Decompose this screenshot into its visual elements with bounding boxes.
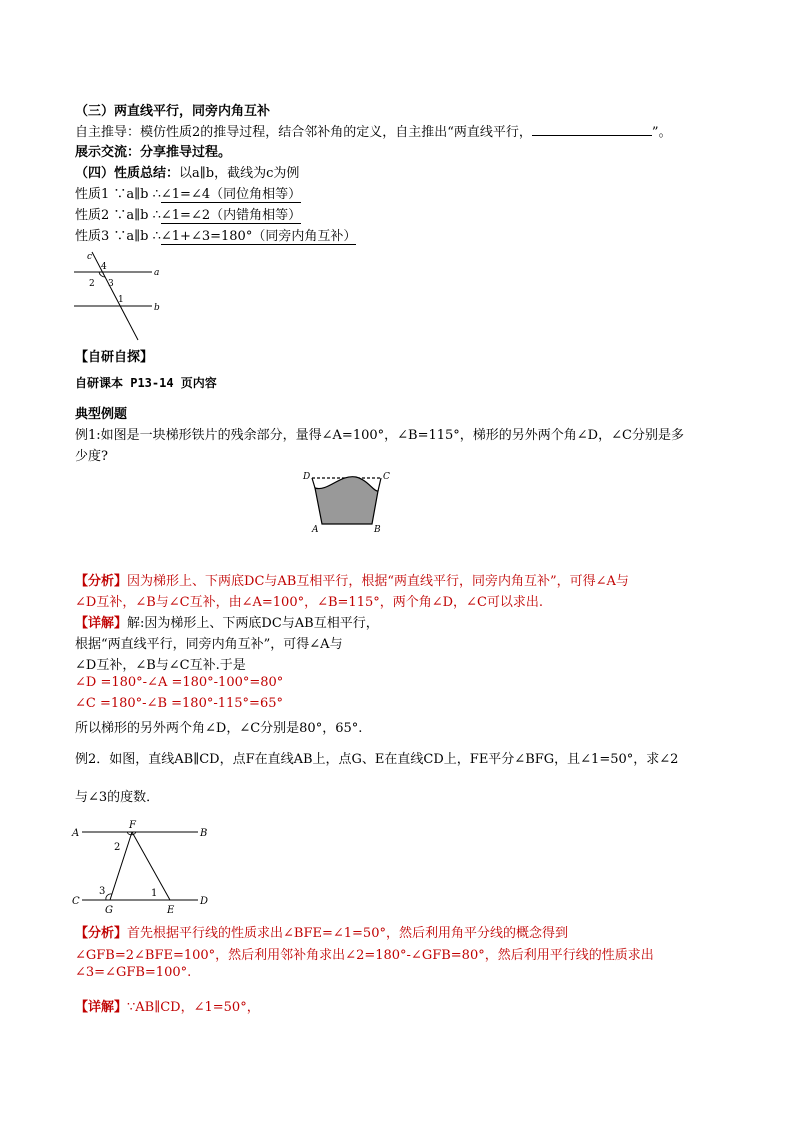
side-bc xyxy=(378,478,381,491)
property-1 xyxy=(75,183,301,202)
trapezoid-figure xyxy=(300,466,395,538)
section4-heading: （四）性质总结： xyxy=(75,166,180,181)
side-ad xyxy=(312,478,315,488)
detail-text: 解:因为梯形上、下两底DC与AB互相平行， xyxy=(127,616,379,631)
section3-line1 xyxy=(75,121,672,140)
example1-detail-line5: ∠C =180°-∠B =180°-115°=65° xyxy=(75,696,283,711)
label-b: b xyxy=(154,303,160,313)
label-a: A xyxy=(312,525,319,535)
section4-heading-line xyxy=(75,162,299,181)
label-d: D xyxy=(200,896,209,907)
example2-figure xyxy=(70,820,220,918)
example1-analysis-line2: ∠D互补，∠B与∠C互补，由∠A=100°，∠B=115°，两个角∠D，∠C可以求出. xyxy=(75,595,544,610)
parallel-lines-figure xyxy=(72,250,162,342)
detail-tag: 【详解】 xyxy=(75,1000,128,1015)
section3-heading: （三）两直线平行，同旁内角互补 xyxy=(75,104,271,119)
example1-detail-line4: ∠D =180°-∠A =180°-100°=80° xyxy=(75,675,284,690)
label-1: 1 xyxy=(118,295,124,305)
label-3: 3 xyxy=(108,279,114,289)
example2-question-line2: 与∠3的度数． xyxy=(75,790,160,805)
analysis-tag: 【分析】 xyxy=(75,926,128,941)
example1-detail-line2: 根据“两直线平行，同旁内角互补”，可得∠A与 xyxy=(75,637,343,652)
example1-detail-line3: ∠D互补，∠B与∠C互补.于是 xyxy=(75,658,246,673)
label-g: G xyxy=(105,905,113,916)
detail-tag: 【详解】 xyxy=(75,616,128,631)
property-content: ∠1=∠4（同位角相等） xyxy=(160,187,302,202)
self-study-heading: 【自研自探】 xyxy=(75,350,154,365)
section3-line2: 展示交流：分享推导过程。 xyxy=(75,145,232,160)
property-label: 性质2 ∵a∥b ∴ xyxy=(75,208,161,223)
property-content: ∠1=∠2（内错角相等） xyxy=(160,208,302,223)
example1-question-line1: 例1:如图是一块梯形铁片的残余部分，量得∠A=100°，∠B=115°，梯形的另外两个角∠D，∠C分别是多 xyxy=(75,428,684,443)
label-1: 1 xyxy=(151,888,158,899)
property-content: ∠1+∠3=180°（同旁内角互补） xyxy=(160,229,357,244)
example2-question-line1: 例2．如图，直线AB∥CD，点F在直线AB上，点G、E在直线CD上，FE平分∠BFG，且∠1=50°，求∠2 xyxy=(75,752,679,767)
section4-heading-rest: 以a∥b，截线为c为例 xyxy=(179,166,300,181)
label-b: B xyxy=(374,525,381,535)
detail-text: ∵AB∥CD，∠1=50°， xyxy=(127,1000,260,1015)
label-d: D xyxy=(303,472,311,482)
example1-detail-line1 xyxy=(75,612,379,631)
label-2: 2 xyxy=(89,279,95,289)
example2-analysis-line2: ∠GFB=2∠BFE=100°，然后利用邻补角求出∠2=180°-∠GFB=80°，然后利用平行线的性质求出 xyxy=(75,948,654,963)
label-a: a xyxy=(154,268,160,278)
example1-question-line2: 少度? xyxy=(75,449,108,464)
label-4: 4 xyxy=(101,262,107,272)
label-a: A xyxy=(72,828,80,839)
line-c xyxy=(92,252,138,340)
label-f: F xyxy=(129,820,136,831)
property-label: 性质3 ∵a∥b ∴ xyxy=(75,229,161,244)
property-label: 性质1 ∵a∥b ∴ xyxy=(75,187,161,202)
examples-heading: 典型例题 xyxy=(75,407,128,422)
self-study-subheading: 自研课本 P13-14 页内容 xyxy=(75,376,217,390)
section3-line1-suffix: ”。 xyxy=(651,125,672,140)
label-c: c xyxy=(87,252,93,262)
example2-analysis-line3: ∠3=∠GFB=100°. xyxy=(75,965,192,980)
analysis-text: 因为梯形上、下两底DC与AB互相平行，根据“两直线平行，同旁内角互补”，可得∠A与 xyxy=(127,574,629,589)
section3-line1-prefix: 自主推导：模仿性质2的推导过程，结合邻补角的定义，自主推出“两直线平行， xyxy=(75,125,532,140)
example2-detail-line1 xyxy=(75,996,260,1015)
property-2 xyxy=(75,204,301,223)
example2-analysis-line1 xyxy=(75,922,568,941)
label-3: 3 xyxy=(99,886,106,897)
blank-underline xyxy=(532,124,652,136)
analysis-text: 首先根据平行线的性质求出∠BFE=∠1=50°，然后利用角平分线的概念得到 xyxy=(127,926,568,941)
label-c: C xyxy=(72,896,80,907)
property-3 xyxy=(75,225,356,244)
label-2: 2 xyxy=(114,842,121,853)
label-b: B xyxy=(200,828,208,839)
analysis-tag: 【分析】 xyxy=(75,574,128,589)
example1-detail-line6: 所以梯形的另外两个角∠D，∠C分别是80°，65°. xyxy=(75,721,363,736)
example1-analysis-line1 xyxy=(75,570,629,589)
metal-piece xyxy=(315,477,378,524)
label-e: E xyxy=(167,905,175,916)
label-c: C xyxy=(383,472,390,482)
